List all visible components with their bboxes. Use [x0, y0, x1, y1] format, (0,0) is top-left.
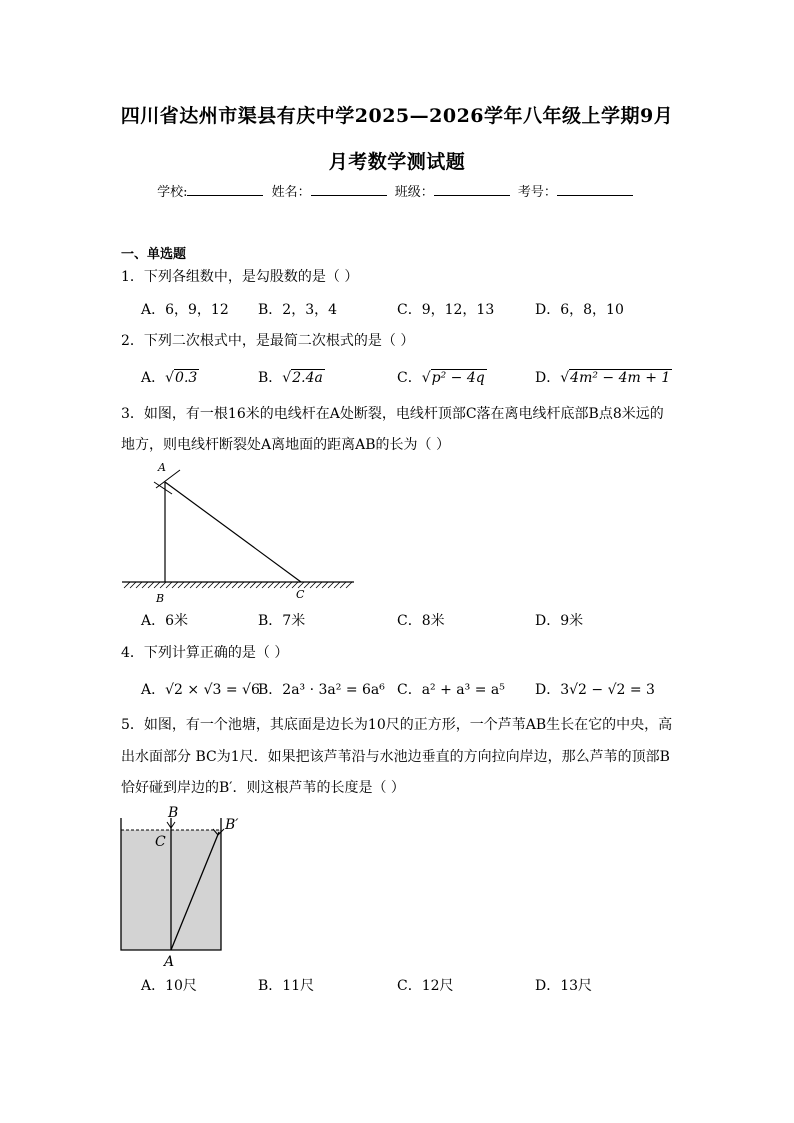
label-a: A [158, 461, 166, 474]
question-1: 1．下列各组数中，是勾股数的是（ ） [121, 269, 359, 285]
q2-option-c[interactable]: C．√p² − 4q [397, 370, 485, 386]
q3-option-c[interactable]: C．8米 [397, 613, 445, 629]
q5-option-b[interactable]: B．11尺 [258, 978, 315, 994]
q1-option-b[interactable]: B．2，3，4 [258, 302, 338, 318]
q2-option-c-prefix: C． [397, 370, 422, 386]
exam-no-label: 考号： [517, 185, 557, 200]
q2-option-b[interactable]: B．√2.4a [258, 370, 323, 386]
q1-option-d[interactable]: D．6，8，10 [535, 302, 624, 318]
q2-option-a[interactable]: A．√0.3 [141, 370, 198, 386]
question-3-line2: 地方，则电线杆断裂处A离地面的距离AB的长为（ ） [121, 437, 450, 453]
student-info-line [0, 181, 794, 200]
label-a: A [164, 954, 175, 970]
class-label: 班级： [394, 185, 434, 200]
question-4: 4．下列计算正确的是（ ） [121, 645, 289, 661]
name-label: 姓名： [271, 185, 311, 200]
class-blank[interactable] [434, 183, 510, 196]
q3-option-a[interactable]: A．6米 [141, 613, 189, 629]
q4-option-b[interactable]: B．2a³ · 3a² = 6a⁶ [258, 682, 385, 698]
q4-option-a[interactable]: A．√2 × √3 = √6 [141, 682, 260, 698]
question-5-line2: 出水面部分 BC为1尺．如果把该芦苇沿与水池边垂直的方向拉向岸边，那么芦苇的顶部B [121, 749, 670, 765]
q5-option-d[interactable]: D．13尺 [535, 978, 593, 994]
question-2: 2．下列二次根式中，是最简二次根式的是（ ） [121, 333, 415, 349]
label-c: C [155, 834, 166, 850]
q2-option-a-radicand: 0.3 [175, 370, 198, 386]
label-c: C [296, 588, 305, 601]
label-b: B [168, 805, 179, 821]
question-5-line3: 恰好碰到岸边的B′．则这根芦苇的长度是（ ） [121, 780, 405, 796]
q2-option-d[interactable]: D．√4m² − 4m + 1 [535, 370, 671, 386]
school-blank[interactable] [187, 183, 263, 196]
q1-option-c[interactable]: C．9，12，13 [397, 302, 495, 318]
q5-diagram [112, 802, 272, 972]
name-blank[interactable] [311, 183, 387, 196]
q3-diagram [118, 458, 368, 608]
broken-part-ac [165, 482, 301, 582]
q2-option-b-prefix: B． [258, 370, 283, 386]
ground-hatch [124, 582, 352, 588]
q2-option-d-radicand: 4m² − 4m + 1 [570, 370, 671, 386]
question-5-line1: 5．如图，有一个池塘，其底面是边长为10尺的正方形，一个芦苇AB生长在它的中央，高 [121, 717, 673, 733]
q5-option-c[interactable]: C．12尺 [397, 978, 454, 994]
q4-option-c[interactable]: C．a² + a³ = a⁵ [397, 682, 505, 698]
q3-option-b[interactable]: B．7米 [258, 613, 306, 629]
question-3-line1: 3．如图，有一根16米的电线杆在A处断裂，电线杆顶部C落在离电线杆底部B点8米远的 [121, 406, 664, 422]
page-title-line1: 四川省达州市渠县有庆中学2025—2026学年八年级上学期9月 [120, 105, 674, 127]
q1-option-a[interactable]: A．6，9，12 [141, 302, 229, 318]
q2-option-a-prefix: A． [141, 370, 166, 386]
q2-option-c-radicand: p² − 4q [431, 370, 485, 386]
label-b: B [156, 592, 165, 605]
q5-option-a[interactable]: A．10尺 [141, 978, 197, 994]
q2-option-b-radicand: 2.4a [292, 370, 323, 386]
label-b-prime: B′ [225, 817, 239, 833]
page-title-line2: 月考数学测试题 [328, 151, 466, 173]
exam-no-blank[interactable] [557, 183, 633, 196]
q4-option-d[interactable]: D．3√2 − √2 = 3 [535, 682, 655, 698]
q2-option-d-prefix: D． [535, 370, 561, 386]
section-heading: 一、单选题 [121, 247, 187, 262]
q3-option-d[interactable]: D．9米 [535, 613, 584, 629]
school-label: 学校: [157, 185, 188, 200]
